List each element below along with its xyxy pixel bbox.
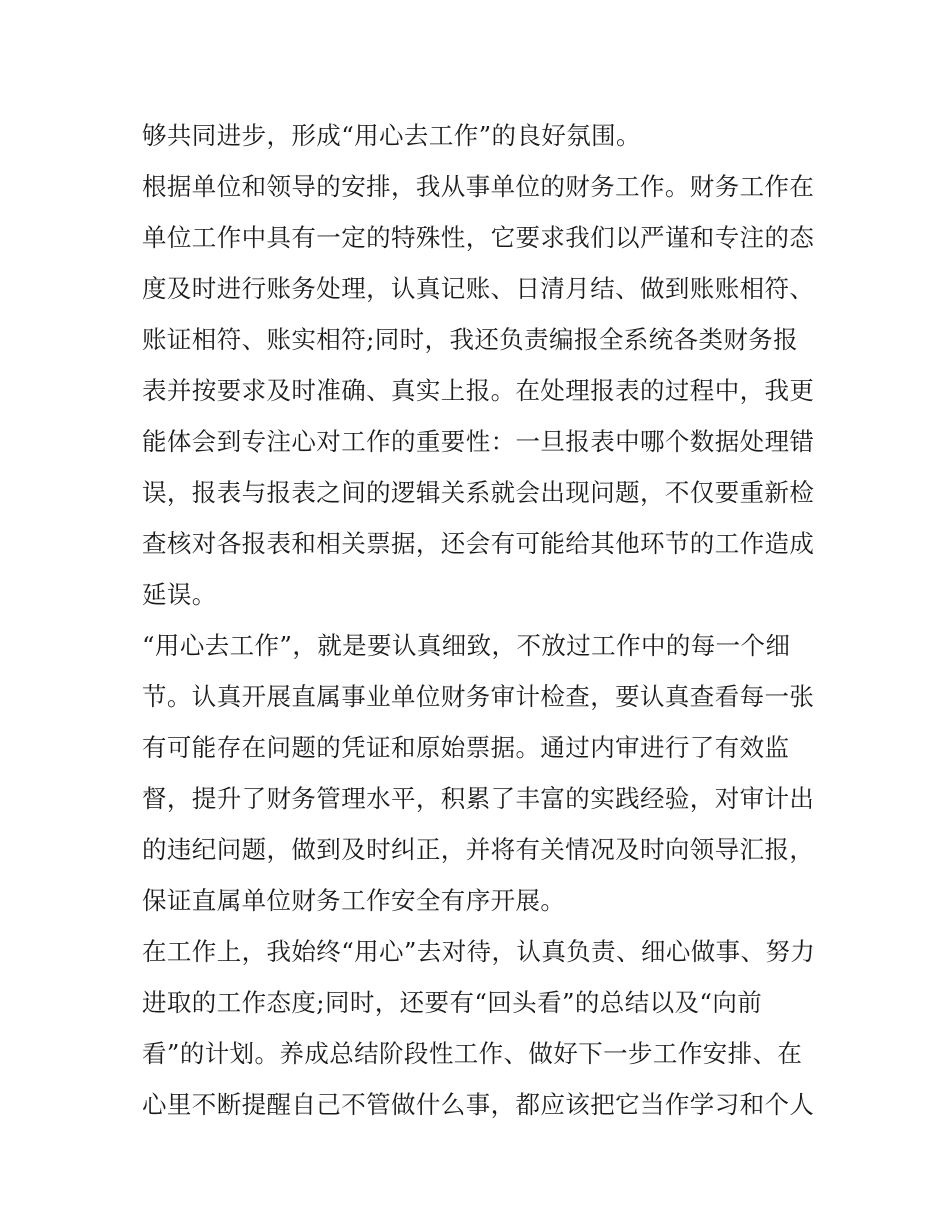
text-line: 根据单位和领导的安排，我从事单位的财务工作。财务工作在 [142,172,815,201]
text-line: 节。认真开展直属事业单位财务审计检查，要认真查看每一张 [142,682,815,711]
text-line: 督，提升了财务管理水平，积累了丰富的实践经验，对审计出 [142,784,815,813]
text-line: 够共同进步，形成“用心去工作”的良好氛围。 [142,121,641,150]
text-line: 能体会到专注心对工作的重要性：一旦报表中哪个数据处理错 [142,427,815,456]
text-line: 看”的计划。养成总结阶段性工作、做好下一步工作安排、在 [142,1039,803,1068]
text-line: 心里不断提醒自己不管做什么事，都应该把它当作学习和个人 [142,1090,815,1119]
text-line: 误，报表与报表之间的逻辑关系就会出现问题，不仅要重新检 [142,478,815,507]
text-line: 保证直属单位财务工作安全有序开展。 [142,886,566,915]
text-line: 表并按要求及时准确、真实上报。在处理报表的过程中，我更 [142,376,815,405]
text-line: 延误。 [142,580,217,609]
text-line: 查核对各报表和相关票据，还会有可能给其他环节的工作造成 [142,529,815,558]
text-line: 单位工作中具有一定的特殊性，它要求我们以严谨和专注的态 [142,223,815,252]
text-line: “用心去工作”，就是要认真细致，不放过工作中的每一个细 [142,631,791,660]
text-line: 有可能存在问题的凭证和原始票据。通过内审进行了有效监 [142,733,790,762]
text-line: 度及时进行账务处理，认真记账、日清月结、做到账账相符、 [142,274,815,303]
text-line: 账证相符、账实相符;同时，我还负责编报全系统各类财务报 [142,325,799,354]
text-line: 在工作上，我始终“用心”去对待，认真负责、细心做事、努力 [142,937,816,966]
body-text [142,110,822,1130]
text-line: 进取的工作态度;同时，还要有“回头看”的总结以及“向前 [142,988,763,1017]
text-line: 的违纪问题，做到及时纠正，并将有关情况及时向领导汇报， [142,835,815,864]
